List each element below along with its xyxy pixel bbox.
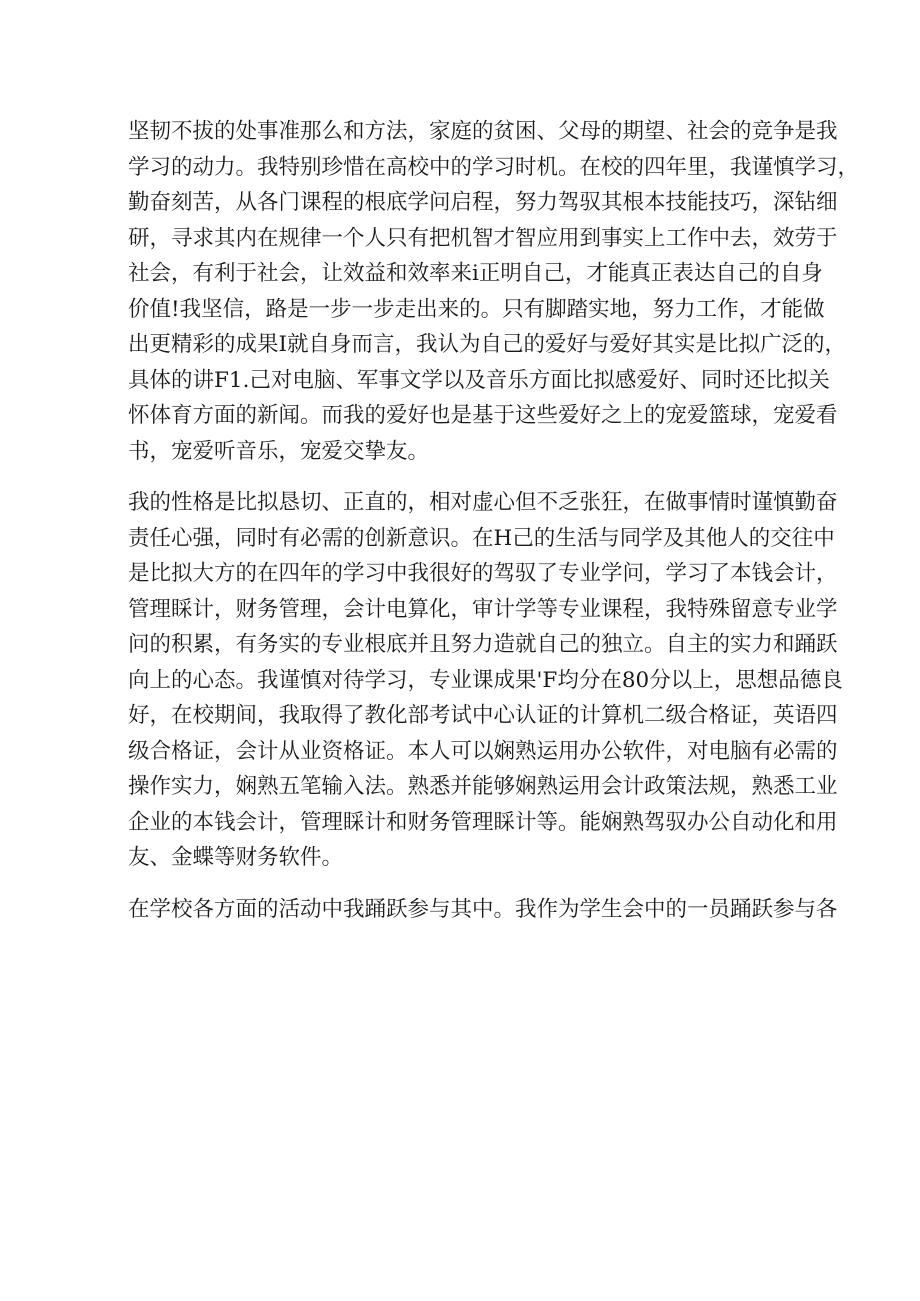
text-line: 是比拟大方的在四年的学习中我很好的驾驭了专业学问，学习了本钱会计， [128, 561, 838, 586]
text-line: 坚韧不拔的处事准那么和方法，家庭的贫困、父母的期望、社会的竞争是我 [128, 119, 838, 144]
text-line: 问的积累，有务实的专业根底并且努力造就自己的独立。自主的实力和踊跃 [128, 632, 838, 657]
text-line: 向上的心态。我谨慎对待学习，专业课成果'F均分在80分以上，思想品德良 [128, 667, 843, 693]
text-line: 勤奋刻苦，从各门课程的根底学问启程，努力驾驭其根本技能技巧，深钻细 [128, 190, 838, 215]
paragraph-1 [128, 114, 860, 469]
document-body [128, 114, 860, 943]
text-line: 研，寻求其内在规律一个人只有把机智才智应用到事实上工作中去，效劳于 [128, 225, 838, 251]
text-line: 社会，有利于社会，让效益和效率来i正明自己，才能真正表达自己的自身 [128, 261, 823, 286]
text-line: 学习的动力。我特别珍惜在高校中的学习时机。在校的四年里，我谨慎学习， [128, 154, 860, 180]
text-line: 具体的讲F1.己对电脑、军事文学以及音乐方面比拟感爱好、同时还比拟关 [128, 367, 830, 393]
text-line: 怀体育方面的新闻。而我的爱好也是基于这些爱好之上的宠爱篮球，宠爱看 [128, 403, 838, 428]
text-line: 好，在校期间，我取得了教化部考试中心认证的计算机二级合格证，英语四 [128, 703, 838, 728]
text-line: 我的性格是比拟恳切、正直的，相对虚心但不乏张狂，在做事情时谨慎勤奋 [128, 490, 838, 515]
text-line: 在学校各方面的活动中我踊跃参与其中。我作为学生会中的一员踊跃参与各 [128, 896, 838, 922]
paragraph-2 [128, 485, 843, 876]
text-line: 管理睬计，财务管理，会计电算化，审计学等专业课程，我特殊留意专业学 [128, 596, 838, 622]
text-line: 责任心强，同时有必需的创新意识。在H己的生活与同学及其他人的交往中 [128, 525, 835, 551]
text-line: 价值!我坚信，路是一步一步走出来的。只有脚踏实地，努力工作，才能做 [128, 296, 825, 322]
paragraph-3 [128, 892, 838, 928]
text-line: 出更精彩的成果I就自身而言，我认为自己的爱好与爱好其实是比拟广泛的， [128, 332, 846, 357]
text-line: 级合格证，会计从业资格证。本人可以娴熟运用办公软件，对电脑有必需的 [128, 738, 838, 764]
text-line: 书，宠爱听音乐，宠爱交挚友。 [128, 438, 430, 464]
text-line: 友、金蝶等财务软件。 [128, 845, 344, 870]
text-line: 企业的本钱会计，管理睬计和财务管理睬计等。能娴熟驾驭办公自动化和用 [128, 809, 838, 835]
text-line: 操作实力，娴熟五笔输入法。熟悉并能够娴熟运用会计政策法规，熟悉工业 [128, 774, 838, 799]
